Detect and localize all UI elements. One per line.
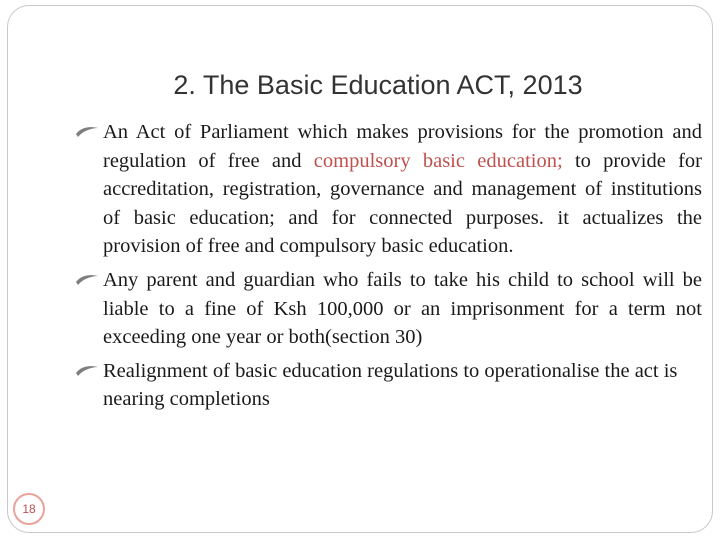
slide-body [75,118,702,419]
page-number-badge: 18 [13,493,45,525]
swoosh-bullet-icon [75,273,99,287]
bullet-item [75,266,702,352]
swoosh-bullet-icon [75,125,99,139]
bullet-highlight-text: compulsory basic education; [313,149,563,172]
bullet-text: to provide for accreditation, registration, governance and management of institutions of basic education; and for connected purposes. it actualizes the provision of free and compulsory basic education. [103,149,702,258]
bullet-text: Any parent and guardian who fails to take his child to school will be liable to a fine of Ksh 100,000 or an imprisonment for a term not exceeding one year or both(section 30) [103,268,702,349]
bullet-text: Realignment of basic education regulations to operationalise the act is nearing completions [103,359,678,411]
slide-title: 2. The Basic Education ACT, 2013 [173,70,583,100]
bullet-text: An Act of Parliament which makes provisions for the promotion and regulation of free and [103,121,702,172]
bullet-item [75,118,702,261]
bullet-item [75,357,702,414]
swoosh-bullet-icon [75,364,99,378]
